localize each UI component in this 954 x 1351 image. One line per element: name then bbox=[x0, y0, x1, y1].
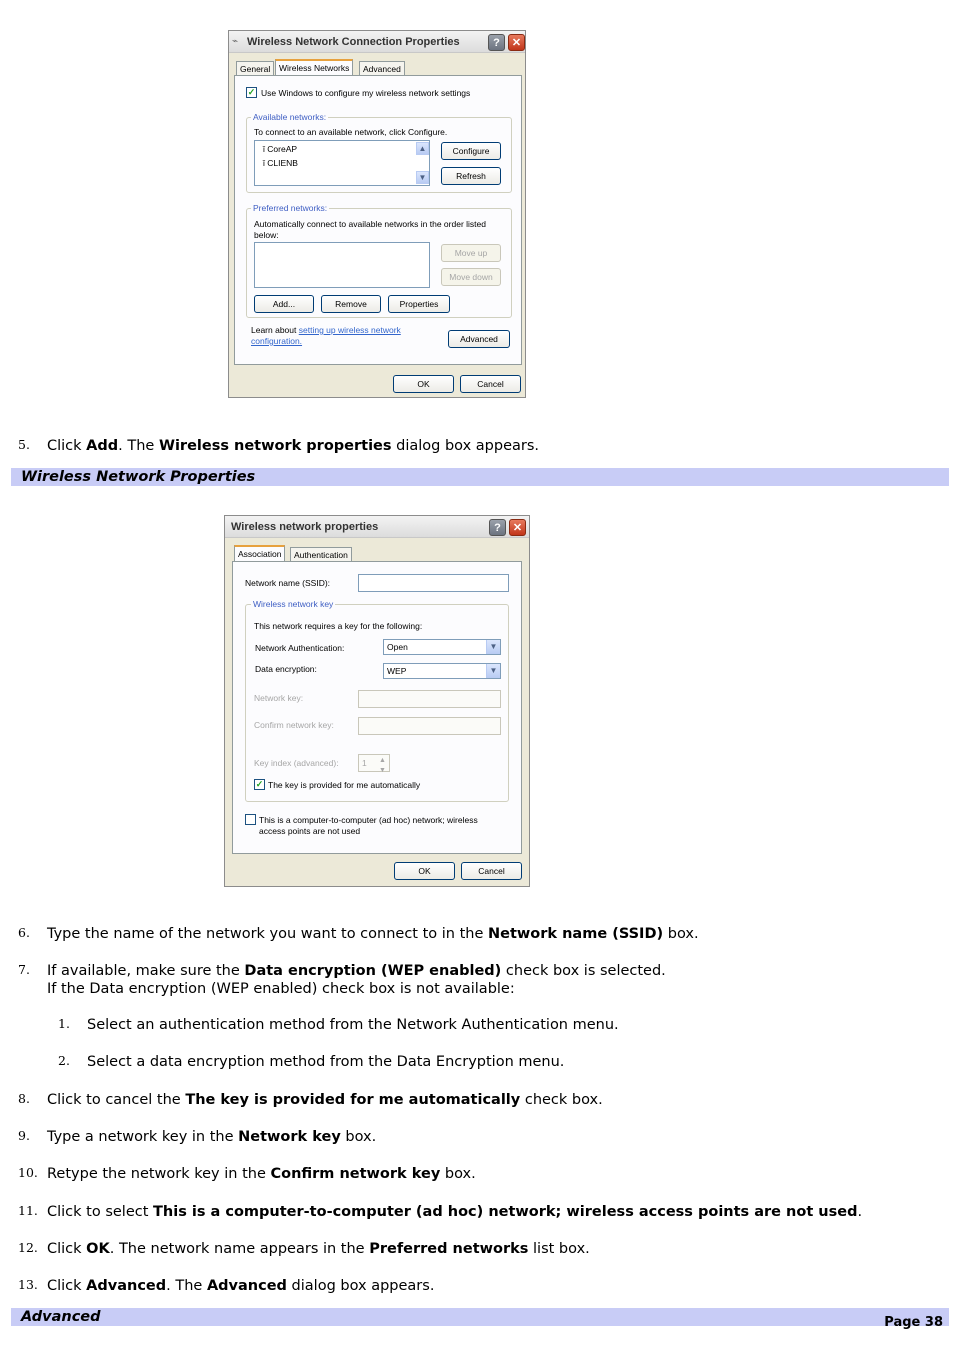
refresh-button[interactable]: Refresh bbox=[441, 167, 501, 185]
cancel-button[interactable]: Cancel bbox=[461, 862, 522, 880]
preferred-networks-text-2: below: bbox=[254, 230, 279, 240]
antenna-icon: ǐ bbox=[263, 144, 265, 154]
tab-wireless-networks[interactable]: Wireless Networks bbox=[275, 59, 353, 76]
use-windows-checkbox[interactable]: ✓ bbox=[247, 87, 256, 97]
scroll-up-icon[interactable]: ▲ bbox=[416, 142, 429, 155]
section-heading: Advanced bbox=[11, 1308, 949, 1326]
confirm-key-label: Confirm network key: bbox=[254, 720, 334, 730]
section-heading: Wireless Network Properties bbox=[11, 468, 949, 486]
list-item[interactable]: ǐ CoreAP bbox=[263, 144, 298, 154]
properties-button[interactable]: Properties bbox=[388, 295, 450, 313]
help-button[interactable]: ? bbox=[489, 519, 506, 536]
substep-number: 2. bbox=[58, 1053, 70, 1068]
available-networks-label: Available networks: bbox=[253, 112, 327, 122]
encryption-select[interactable]: WEP ▼ bbox=[383, 663, 501, 679]
tab-advanced[interactable]: Advanced bbox=[359, 61, 405, 76]
wireless-network-properties-dialog bbox=[224, 515, 530, 887]
close-button[interactable]: ✕ bbox=[509, 519, 526, 536]
key-index-stepper[interactable]: 1 ▲ ▼ bbox=[358, 754, 390, 772]
preferred-networks-label: Preferred networks: bbox=[253, 203, 328, 213]
step-number: 9. bbox=[18, 1128, 30, 1143]
preferred-networks-text-1: Automatically connect to available networks in the order listed bbox=[254, 219, 486, 229]
step-number: 8. bbox=[18, 1091, 30, 1106]
step-8-text: Click to cancel the The key is provided for me automatically check box. bbox=[47, 1092, 603, 1108]
auto-key-label: The key is provided for me automatically bbox=[268, 780, 421, 790]
step-13-text: Click Advanced. The Advanced dialog box appears. bbox=[47, 1278, 435, 1294]
step-7-line-2: If the Data encryption (WEP enabled) check box is not available: bbox=[47, 981, 515, 997]
tab-general[interactable]: General bbox=[236, 61, 274, 76]
use-windows-label: Use Windows to configure my wireless network settings bbox=[261, 88, 471, 98]
auth-label: Network Authentication: bbox=[255, 643, 345, 653]
network-key-field-label: Network key: bbox=[254, 693, 304, 703]
chevron-down-icon[interactable]: ▼ bbox=[486, 640, 500, 654]
ok-button[interactable]: OK bbox=[393, 375, 454, 393]
substep-2-text: Select a data encryption method from the Data Encryption menu. bbox=[87, 1054, 565, 1070]
ssid-input[interactable] bbox=[358, 574, 509, 592]
learn-about-text: Learn about setting up wireless network bbox=[251, 325, 401, 335]
learn-link-2[interactable]: configuration. bbox=[251, 336, 303, 346]
configure-button[interactable]: Configure bbox=[441, 142, 501, 160]
cancel-button[interactable]: Cancel bbox=[460, 375, 521, 393]
tab-panel bbox=[232, 561, 522, 854]
key-index-label: Key index (advanced): bbox=[254, 758, 339, 768]
tab-authentication[interactable]: Authentication bbox=[290, 547, 352, 562]
network-key-input[interactable] bbox=[358, 690, 501, 708]
step-10-text: Retype the network key in the Confirm network key box. bbox=[47, 1166, 476, 1182]
step-number: 7. bbox=[18, 962, 30, 977]
close-button[interactable]: ✕ bbox=[508, 34, 525, 51]
adhoc-checkbox[interactable] bbox=[245, 814, 256, 825]
antenna-icon: ǐ bbox=[263, 158, 265, 168]
network-key-label: Wireless network key bbox=[253, 599, 334, 609]
learn-link[interactable]: setting up wireless network bbox=[298, 325, 401, 335]
adhoc-label-2: access points are not used bbox=[259, 826, 361, 836]
step-12-text: Click OK. The network name appears in the Preferred networks list box. bbox=[47, 1241, 590, 1257]
substep-1-text: Select an authentication method from the Network Authentication menu. bbox=[87, 1017, 619, 1033]
move-down-button[interactable]: Move down bbox=[441, 268, 501, 286]
confirm-key-input[interactable] bbox=[358, 717, 501, 735]
move-up-button[interactable]: Move up bbox=[441, 244, 501, 262]
list-item[interactable]: ǐ CLIENB bbox=[263, 158, 298, 168]
step-9-text: Type a network key in the Network key box. bbox=[47, 1129, 377, 1145]
step-number: 5. bbox=[18, 437, 30, 452]
requires-text: This network requires a key for the following: bbox=[254, 621, 423, 631]
encryption-label: Data encryption: bbox=[255, 664, 317, 674]
help-button[interactable]: ? bbox=[488, 34, 505, 51]
step-11-text: Click to select This is a computer-to-computer (ad hoc) network; wireless access points are not used. bbox=[47, 1204, 863, 1220]
add-button[interactable]: Add... bbox=[254, 295, 314, 313]
step-6-text: Type the name of the network you want to connect to in the Network name (SSID) box. bbox=[47, 926, 699, 942]
step-5-text: Click Add. The Wireless network properties dialog box appears. bbox=[47, 438, 540, 454]
auto-key-checkbox[interactable]: ✓ bbox=[255, 779, 264, 789]
step-number: 11. bbox=[18, 1203, 38, 1218]
step-number: 12. bbox=[18, 1240, 38, 1255]
step-number: 10. bbox=[18, 1165, 38, 1180]
tab-panel bbox=[234, 75, 522, 365]
substep-number: 1. bbox=[58, 1016, 70, 1031]
step-7-text: If available, make sure the Data encryption (WEP enabled) check box is selected. bbox=[47, 963, 666, 979]
adhoc-label-1: This is a computer-to-computer (ad hoc) network; wireless bbox=[259, 815, 478, 825]
scroll-down-icon[interactable]: ▼ bbox=[416, 171, 429, 184]
auth-select[interactable]: Open ▼ bbox=[383, 639, 501, 655]
ssid-label: Network name (SSID): bbox=[245, 578, 331, 588]
available-networks-list[interactable] bbox=[254, 140, 430, 186]
spin-icon[interactable]: ▲ ▼ bbox=[379, 757, 386, 774]
remove-button[interactable]: Remove bbox=[321, 295, 381, 313]
chevron-down-icon[interactable]: ▼ bbox=[486, 664, 500, 678]
page-number: Page 38 bbox=[884, 1315, 943, 1330]
step-number: 6. bbox=[18, 925, 30, 940]
tab-association[interactable]: Association bbox=[234, 545, 285, 562]
advanced-button[interactable]: Advanced bbox=[448, 330, 510, 348]
dialog-title: Wireless network properties bbox=[225, 516, 529, 538]
dialog-title: Wireless Network Connection Properties bbox=[229, 31, 525, 53]
wireless-connection-properties-dialog bbox=[228, 30, 526, 398]
network-icon: ⌁ bbox=[232, 36, 239, 47]
step-number: 13. bbox=[18, 1277, 38, 1292]
available-networks-text: To connect to an available network, click Configure. bbox=[254, 127, 448, 137]
preferred-networks-list[interactable] bbox=[254, 242, 430, 288]
ok-button[interactable]: OK bbox=[394, 862, 455, 880]
